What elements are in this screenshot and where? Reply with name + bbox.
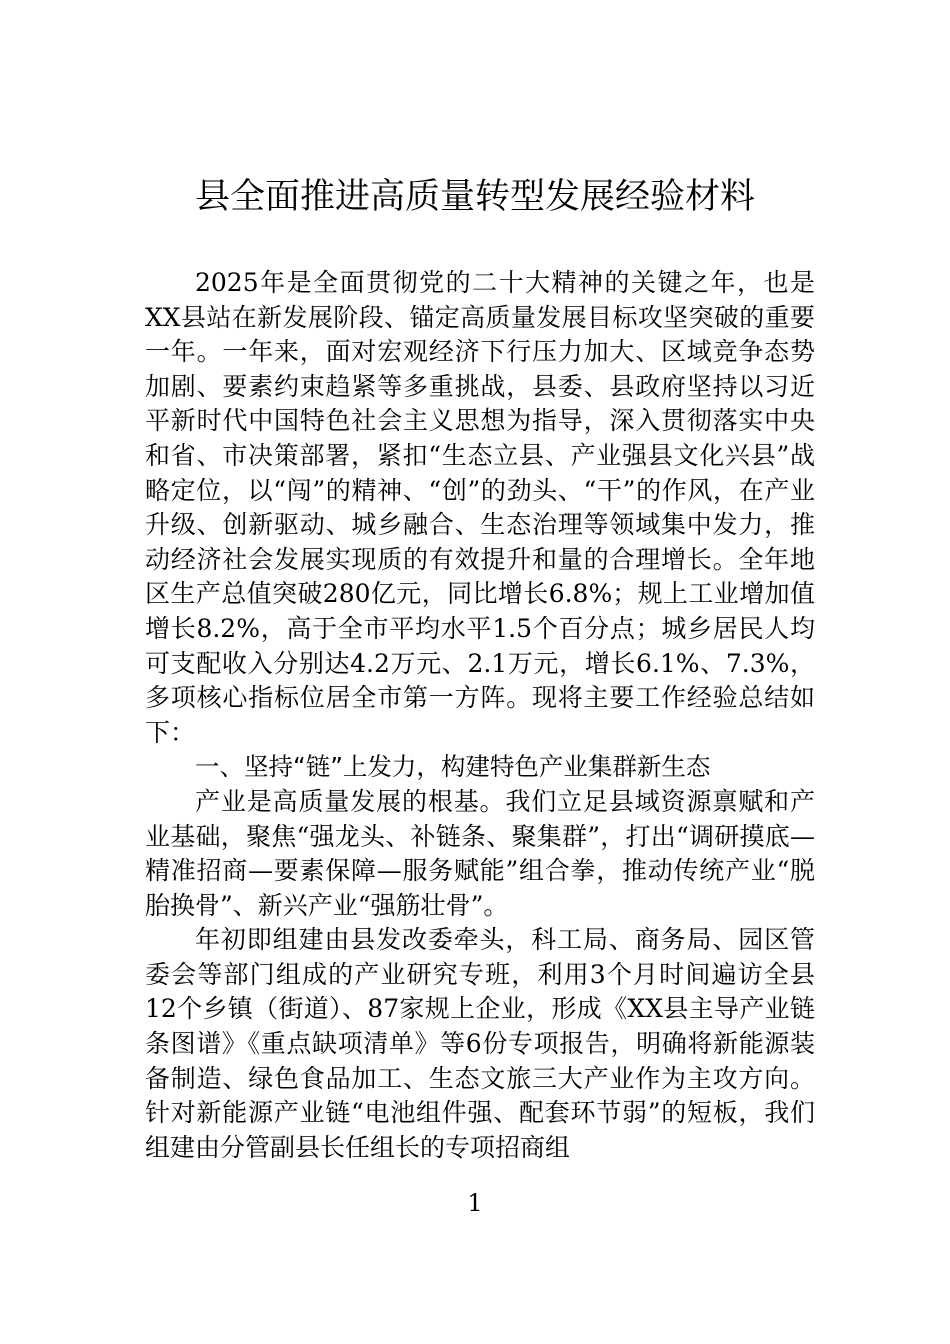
section-paragraph-2: 年初即组建由县发改委牵头，科工局、商务局、园区管委会等部门组成的产业研究专班，利用3个月时间遍访全县12个乡镇（街道）、87家规上企业，形成《XX县主导产业链条图谱》《重点缺项清单》等6份专项报告，明确将新能源装备制造、绿色食品加工、生态文旅三大产业作为主攻方向。针对新能源产业链“电池组件强、配套环节弱”的短板，我们组建由分管副县长任组长的专项招商组 (145, 925, 815, 1162)
intro-paragraph: 2025年是全面贯彻党的二十大精神的关键之年，也是XX县站在新发展阶段、锚定高质量发展目标攻坚突破的重要一年。一年来，面对宏观经济下行压力加大、区域竞争态势加剧、要素约束趋紧等多重挑战，县委、县政府坚持以习近平新时代中国特色社会主义思想为指导，深入贯彻落实中央和省、市决策部署，紧扣“生态立县、产业强县文化兴县”战略定位，以“闯”的精神、“创”的劲头、“干”的作风，在产业升级、创新驱动、城乡融合、生态治理等领域集中发力，推动经济社会发展实现质的有效提升和量的合理增长。全年地区生产总值突破280亿元，同比增长6.8%；规上工业增加值增长8.2%，高于全市平均水平1.5个百分点；城乡居民人均可支配收入分别达4.2万元、2.1万元，增长6.1%、7.3%，多项核心指标位居全市第一方阵。现将主要工作经验总结如下： (145, 268, 815, 747)
section-heading: 一、坚持“链”上发力，构建特色产业集群新生态 (195, 752, 711, 782)
section-paragraph-1: 产业是高质量发展的根基。我们立足县域资源禀赋和产业基础，聚焦“强龙头、补链条、聚集群”，打出“调研摸底—精准招商—要素保障—服务赋能”组合拳，推动传统产业“脱胎换骨”、新兴产业“强筋壮骨”。 (145, 786, 815, 920)
document-body (145, 266, 815, 1165)
document-title: 县全面推进高质量转型发展经验材料 (194, 177, 755, 217)
page-number: 1 (467, 1189, 483, 1217)
